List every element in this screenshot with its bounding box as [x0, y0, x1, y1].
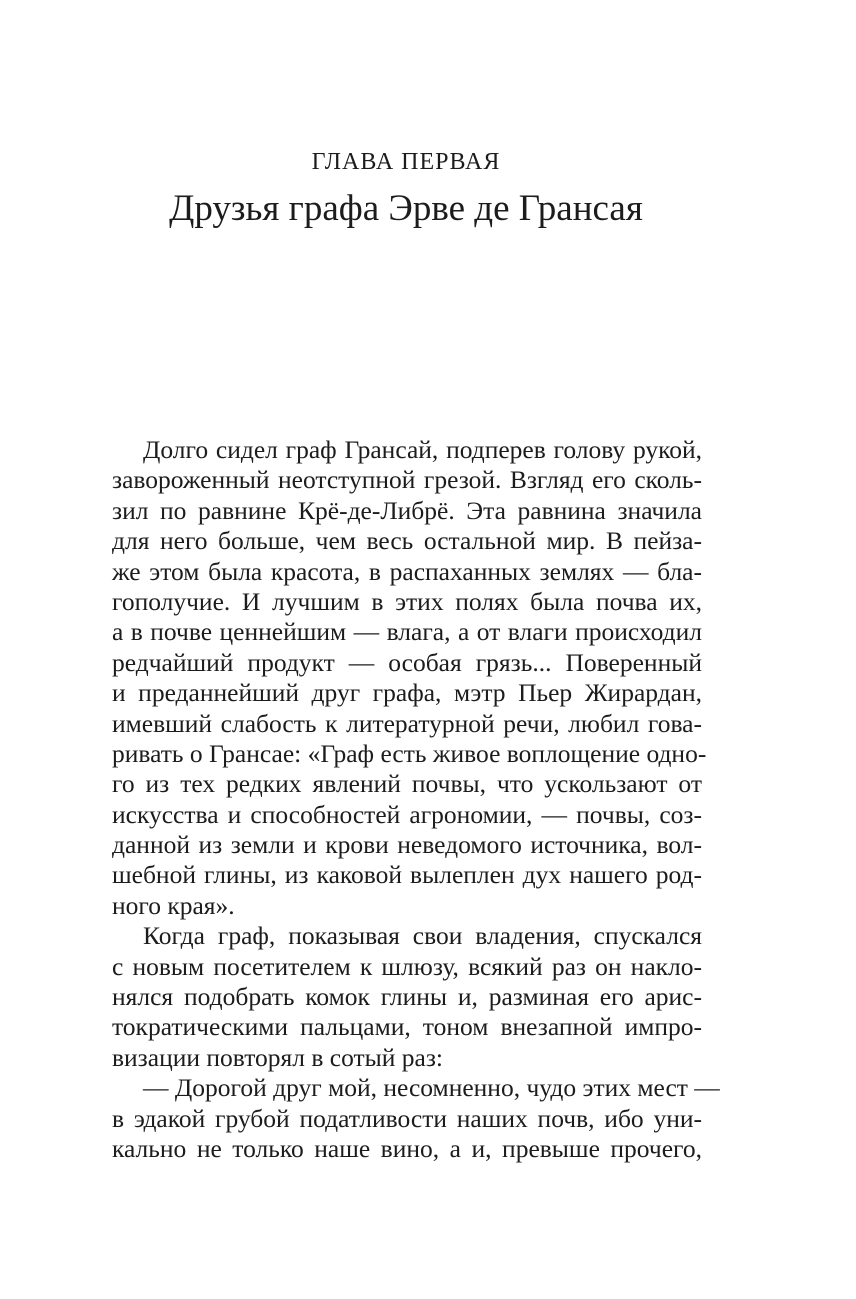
text-line: Когда граф, показывая свои владения, спускался — [143, 921, 702, 951]
text-line: ривать о Грансае: «Граф есть живое воплощение одно- — [112, 738, 707, 768]
text-line: и преданнейший друг графа, мэтр Пьер Жирардан, — [112, 678, 702, 708]
text-line: шебной глины, из каковой вылеплен дух нашего род- — [112, 860, 702, 890]
text-line: Долго сидел граф Грансай, подперев голову рукой, — [143, 435, 702, 464]
text-line: ного края». — [112, 890, 235, 920]
body-text — [112, 435, 720, 1164]
text-line: кально не только наше вино, а и, превыше прочего, — [112, 1133, 702, 1163]
text-line: имевший слабость к литературной речи, любил гова- — [112, 708, 702, 738]
text-line: редчайший продукт — особая грязь... Поверенный — [112, 647, 702, 677]
text-line: зил по равнине Крё-де-Либрё. Эта равнина значила — [112, 495, 702, 525]
chapter-number: ГЛАВА ПЕРВАЯ — [311, 149, 501, 175]
text-line: нялся подобрать комок глины и, разминая его арис- — [112, 982, 702, 1012]
text-line: тократическими пальцами, тоном внезапной импро- — [112, 1012, 702, 1042]
text-line: гополучие. И лучшим в этих полях была почва их, — [112, 586, 702, 616]
text-line: для него больше, чем весь остальной мир. В пейза- — [112, 526, 702, 556]
text-line: искусства и способностей агрономии, — почвы, соз- — [112, 799, 702, 829]
text-line: го из тех редких явлений почвы, что ускользают от — [112, 769, 702, 799]
text-line: же этом была красота, в распаханных землях — бла- — [112, 556, 702, 586]
text-line: в эдакой грубой податливости наших почв, ибо уни- — [112, 1103, 702, 1133]
chapter-title: Друзья графа Эрве де Грансая — [169, 188, 643, 229]
text-line: а в почве ценнейшим — влага, а от влаги происходил — [112, 617, 702, 647]
text-line: завороженный неотступной грезой. Взгляд его сколь- — [112, 465, 702, 495]
text-line: данной из земли и крови неведомого источника, вол- — [112, 830, 702, 860]
text-line: — Дорогой друг мой, несомненно, чудо этих мест — — [143, 1073, 720, 1103]
text-line: с новым посетителем к шлюзу, всякий раз он накло- — [112, 951, 702, 981]
text-line: визации повторял в сотый раз: — [112, 1042, 444, 1072]
